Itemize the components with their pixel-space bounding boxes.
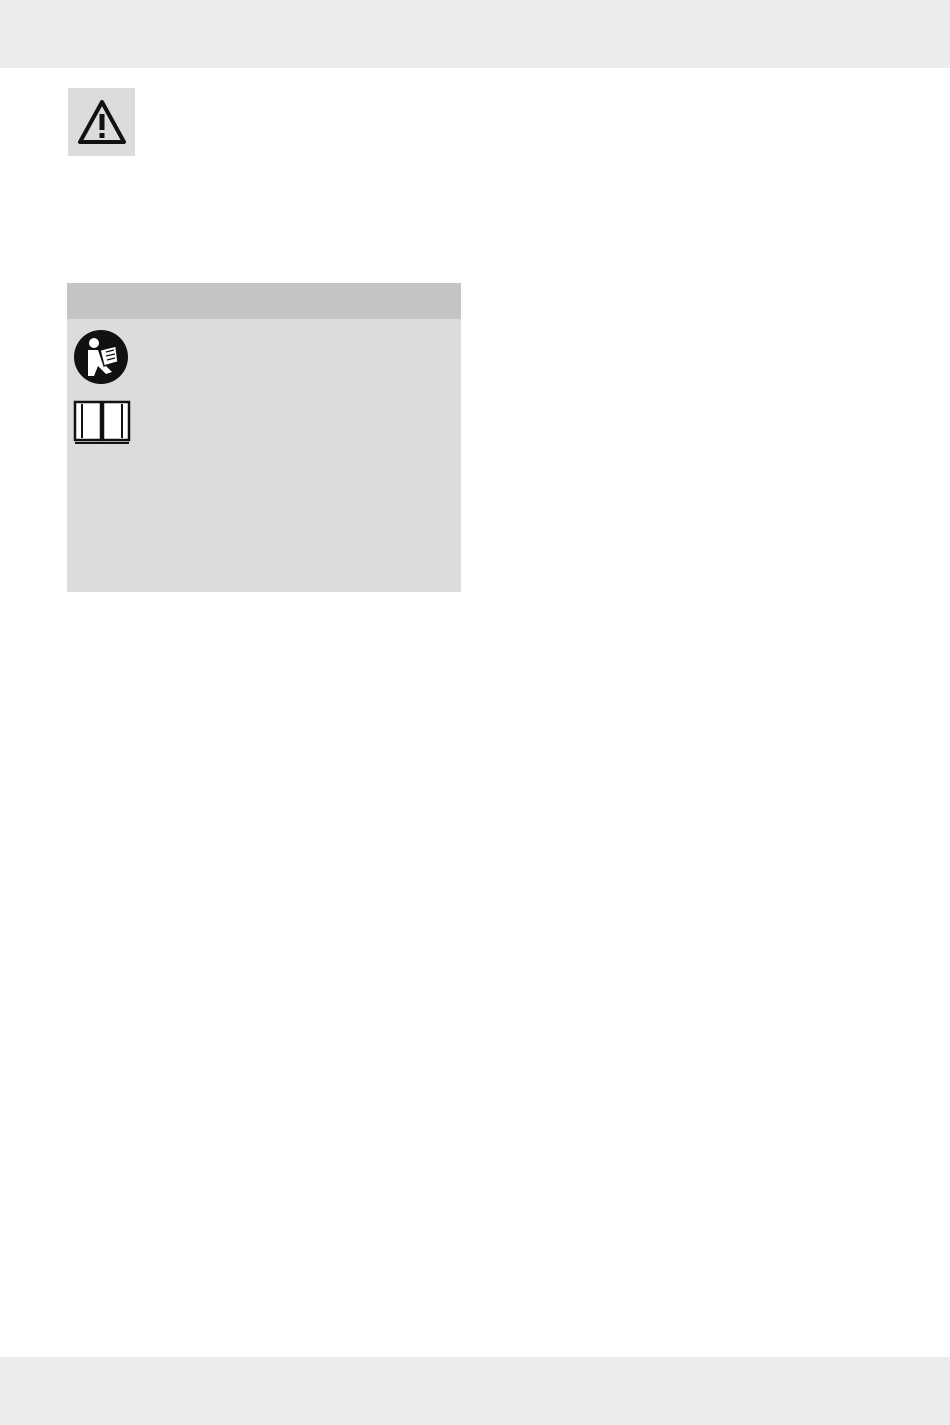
top-margin-band xyxy=(0,0,950,68)
warning-notice-box xyxy=(67,283,461,592)
bottom-margin-band xyxy=(0,1357,950,1425)
book-icon xyxy=(72,396,132,446)
warning-triangle-icon xyxy=(77,98,127,146)
read-manual-icon xyxy=(72,328,130,386)
warning-icon-box xyxy=(68,88,135,156)
notice-header xyxy=(67,283,461,319)
